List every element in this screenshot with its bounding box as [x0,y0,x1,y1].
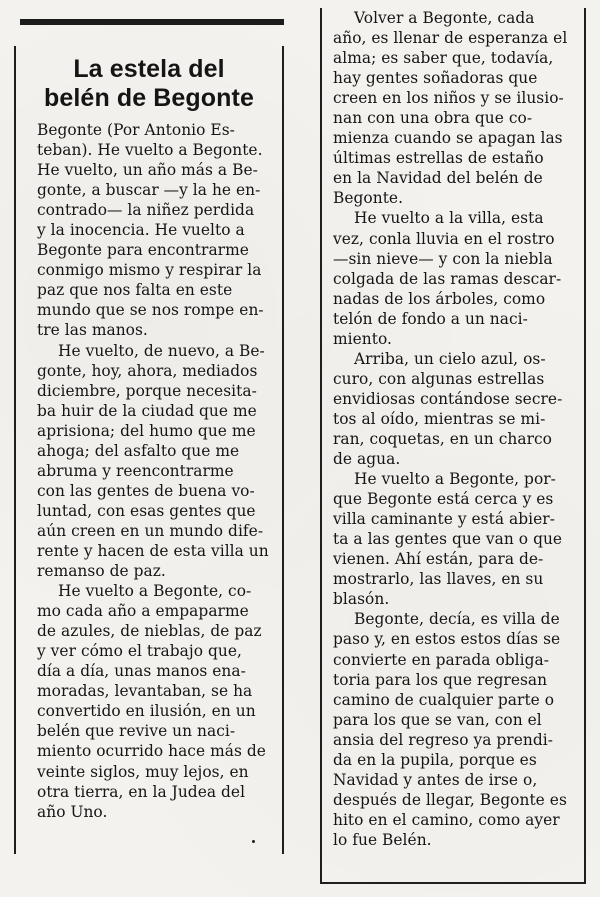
text-line: paz que nos falta en este [37,281,233,300]
text-line: belén que revive un naci- [37,722,236,741]
text-line: He vuelto, de nuevo, a Be- [58,341,265,360]
text-line: hito en el camino, como ayer [333,810,560,829]
text-line: de agua. [333,450,401,469]
text-line: da en la pupila, porque es [333,750,537,769]
text-line: tre las manos. [37,321,148,340]
text-line: aún creen en un mundo dife- [37,521,264,540]
text-line: gonte, a buscar —y la he en- [37,181,261,200]
text-line: de azules, de nieblas, de paz [37,622,262,641]
text-line: veinte siglos, muy lejos, en [37,762,249,781]
text-line: mundo que se nos rompe en- [37,301,264,320]
text-line: moradas, levantaban, se ha [37,682,253,701]
text-line: en la Navidad del belén de [333,169,543,188]
text-line: que Begonte está cerca y es [333,490,554,509]
text-line: vienen. Ahí están, para de- [333,550,544,569]
text-line: Begonte. [333,189,404,208]
text-line: con las gentes de buena vo- [37,481,255,500]
text-line: lo fue Belén. [333,830,432,849]
text-line: —sin nieve— y con la niebla [333,249,553,268]
text-line: He vuelto, un año más a Be- [37,161,258,180]
text-line: He vuelto a la villa, esta [354,209,544,228]
print-speck [252,840,255,843]
text-line: envidiosas contándose secre- [333,389,563,408]
article-title [18,55,280,113]
text-line: ta a las gentes que van o que [333,530,563,549]
text-line: conmigo mismo y respirar la [37,261,262,280]
text-line: ba huir de la ciudad que me [37,401,257,420]
left-column-text [37,120,273,822]
text-line: ran, coquetas, en un charco [333,429,552,448]
text-line: Navidad y antes de irse o, [333,770,538,789]
text-line: mienza cuando se apagan las [333,129,563,148]
text-line: tos al oído, mientras se mi- [333,409,546,428]
text-line: ansia del regreso ya prendi- [333,730,553,749]
text-line: después de llegar, Begonte es [333,790,567,809]
text-line: teban). He vuelto a Begonte. [37,141,263,160]
text-line: convierte en parada obliga- [333,650,549,669]
text-line: Begonte (Por Antonio Es- [37,121,235,139]
text-line: remanso de paz. [37,562,166,581]
text-line: colgada de las ramas descar- [333,269,562,288]
text-line: He vuelto a Begonte, co- [58,582,252,601]
text-line: villa caminante y está abier- [333,510,555,529]
text-line: He vuelto a Begonte, por- [354,470,556,489]
text-line: curo, con algunas estrellas [333,369,545,388]
text-line: camino de cualquier parte o [333,690,555,709]
text-line: ahoga; del asfalto que me [37,441,240,460]
title-line: belén de Begonte [44,84,254,112]
text-line: contrado— la niñez perdida [37,201,255,220]
text-line: día a día, unas manos ena- [37,662,246,681]
text-line: mostrarlo, las llaves, en su [333,570,544,589]
text-line: y ver cómo el trabajo que, [37,642,242,661]
text-line: aprisiona; del humo que me [37,421,256,440]
text-line: vez, conla lluvia en el rostro [333,229,555,248]
text-line: toria para los que regresan [333,670,548,689]
text-line: nan con una obra que co- [333,109,533,128]
text-line: Arriba, un cielo azul, os- [354,349,546,368]
text-line: Volver a Begonte, cada [354,9,535,27]
top-rule [20,19,284,25]
title-line: La estela del [73,55,225,83]
text-line: blasón. [333,590,390,609]
text-line: Begonte, decía, es villa de [354,610,560,629]
text-line: para los que se van, con el [333,710,542,729]
text-line: diciembre, porque necesita- [37,381,257,400]
text-line: abruma y reencontrarme [37,461,234,480]
text-line: últimas estrellas de estaño [333,149,544,168]
text-line: miento ocurrido hace más de [37,742,266,761]
text-line: telón de fondo a un naci- [333,309,528,328]
text-line: gonte, hoy, ahora, mediados [37,361,258,380]
text-line: alma; es saber que, todavía, [333,49,554,68]
text-line: creen en los niños y se ilusio- [333,89,564,108]
text-line: mo cada año a empaparme [37,602,249,621]
text-line: Begonte para encontrarme [37,241,249,260]
text-line: convertido en ilusión, en un [37,702,256,721]
text-line: paso y, en estos estos días se [333,630,561,649]
text-line: nadas de los árboles, como [333,289,546,308]
text-line: hay gentes soñadoras que [333,69,538,88]
text-line: año, es llenar de esperanza el [333,29,568,48]
right-column-text [333,8,577,850]
text-line: miento. [333,329,392,348]
text-line: otra tierra, en la Judea del [37,782,246,801]
text-line: y la inocencia. He vuelto a [37,221,245,240]
text-line: año Uno. [37,802,108,821]
text-line: luntad, con esas gentes que [37,501,256,520]
text-line: rente y hacen de esta villa un [37,541,269,560]
